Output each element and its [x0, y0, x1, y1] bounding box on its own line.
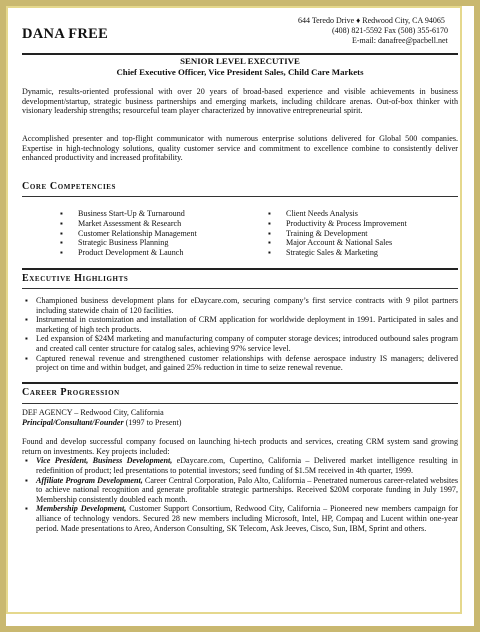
project-text: Career Central Corporation, Palo Alto, California – Penetrated numerous career-related websites to achieve national recognition and generate profitable strategic partnerships. Received $20M corporate funding in July 1997, Membership consistently doubled each month. [36, 475, 458, 504]
project-text: eDaycare.com, Cupertino, California – Delivered market intelligence resulting in redefinition of product; led presentations to potential investors; seed funding of $1.5M received in 4th quarter, 1999. [36, 456, 458, 475]
summary-paragraph-1: Dynamic, results-oriented professional with over 20 years of broad-based experience and visible achievements in business development/startup, strategic business partnerships and emerging markets, including childcare arenas. Out-of-box thinker with visionary leadership strengths; resourceful team player characterized by innovative entrepreneurial spirit. [22, 87, 458, 116]
header-rule [22, 53, 458, 55]
list-item: ▪ Strategic Sales & Marketing [264, 248, 407, 258]
highlights-bottom-rule [22, 382, 458, 384]
email: E-mail: danafree@pacbell.net [352, 36, 448, 45]
address: 644 Teredo Drive ♦ Redwood City, CA 94065 [298, 16, 445, 25]
headline-subtitle: Chief Executive Officer, Vice President Sales, Child Care Markets [116, 67, 364, 77]
list-item [22, 476, 458, 505]
company-line: DEF AGENCY – Redwood City, California [22, 408, 164, 417]
list-item: ▪ Client Needs Analysis [264, 209, 407, 219]
career-rule [22, 403, 458, 404]
list-item: ▪ Major Account & National Sales [264, 238, 407, 248]
phone: (408) 821-5592 Fax (508) 355-6170 [332, 26, 448, 35]
list-item: ▪ Productivity & Process Improvement [264, 219, 407, 229]
project-title: Membership Development, [36, 504, 127, 514]
competencies-left-list [56, 209, 197, 258]
list-item: ▪ Customer Relationship Management [56, 229, 197, 239]
competencies-rule [22, 196, 458, 197]
list-item: ▪ Instrumental in customization and installation of CRM application for worldwide deployment in 1991. Participated in sales and marketing of high tech products. [22, 315, 458, 334]
list-item: ▪ Product Development & Launch [56, 248, 197, 258]
project-title: Vice President, Business Development, [36, 456, 173, 466]
projects-list [22, 456, 458, 533]
list-item: ▪ Training & Development [264, 229, 407, 239]
list-item: ▪ Led expansion of $24M marketing and manufacturing company of computer storage devices; introduced outbound sales program and created call center structure for catalog sales, achieving 97% service level. [22, 334, 458, 353]
competencies-bottom-rule [22, 268, 458, 270]
list-item: ▪ Championed business development plans for eDaycare.com, securing company’s first service contracts with 9 pilot partners including statewide chain of 120 facilities. [22, 296, 458, 315]
list-item [22, 456, 458, 475]
role-title: Principal/Consultant/Founder [22, 417, 124, 427]
project-title: Affiliate Program Development, [36, 475, 143, 485]
career-body [22, 408, 458, 533]
section-title-career: Career Progression [22, 387, 120, 398]
list-item: ▪ Captured renewal revenue and strengthened customer relationships with defense aerospace industry IS managers; delivered project on time and within budget, and gained 25% reduction in time to seize renewal revenue. [22, 354, 458, 373]
competencies-right-list [264, 209, 407, 258]
contact-block [298, 16, 456, 46]
candidate-name: DANA FREE [22, 26, 109, 42]
section-title-highlights: Executive Highlights [22, 273, 129, 284]
project-text: Customer Support Consortium, Redwood City, California – Pioneered new members campaign for alliance of technology vendors. Secured 28 new members including Microsoft, Intel, HP, Compaq and Lucent within one-year period. Made presentations to Areo, Anderson Consulting, SK Telecom, Ask Jeeves, Cisco, Sun, IBM, Sprint and others. [36, 504, 458, 533]
list-item [22, 504, 458, 533]
summary-paragraph-2: Accomplished presenter and top-flight communicator with numerous enterprise solutions delivered for Global 500 companies. Expertise in high-technology solutions, quality customer service and commitment to excellence combine to consistently deliver enhanced productivity and increased profitability. [22, 134, 458, 163]
highlights-list [22, 296, 458, 373]
career-intro: Found and develop successful company focused on launching hi-tech products and services, creating CRM system sand growing return on investments. Key projects included: [22, 437, 458, 456]
role-dates: (1997 to Present) [123, 417, 182, 427]
list-item: ▪ Market Assessment & Research [56, 219, 197, 229]
resume-page [22, 10, 458, 620]
role-line [22, 418, 458, 428]
list-item: ▪ Business Start-Up & Turnaround [56, 209, 197, 219]
highlights-rule [22, 288, 458, 289]
list-item: ▪ Strategic Business Planning [56, 238, 197, 248]
section-title-competencies: Core Competencies [22, 181, 117, 192]
headline-title: SENIOR LEVEL EXECUTIVE [180, 56, 300, 66]
